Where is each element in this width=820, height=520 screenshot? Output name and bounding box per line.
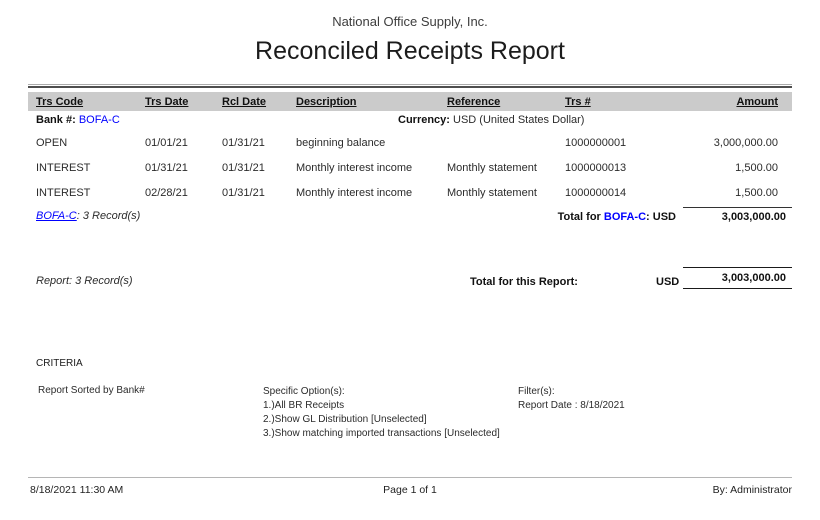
bank-total-amount: 3,003,000.00: [683, 207, 792, 223]
currency-label: Currency:: [398, 114, 450, 126]
trs-number-cell: 1000000013: [565, 162, 627, 174]
trs-date-cell: 01/31/21: [145, 162, 188, 174]
total-for-text: Total for: [557, 211, 604, 223]
specific-option-item: 1.)All BR Receipts: [263, 400, 345, 411]
trs-code-cell: OPEN: [36, 137, 68, 149]
column-header-trs-date: Trs Date: [145, 95, 189, 108]
criteria-filters: [518, 385, 625, 413]
rcl-date-cell: 01/31/21: [222, 162, 265, 174]
footer-divider: [28, 477, 792, 478]
description-cell: Monthly interest income: [296, 162, 413, 174]
header-divider: [28, 84, 792, 88]
footer-datetime: 8/18/2021 11:30 AM: [30, 484, 124, 496]
column-header-description: Description: [296, 95, 357, 108]
report-total-amount: 3,003,000.00: [683, 267, 792, 289]
record-count-text: : 3 Record(s): [76, 210, 141, 222]
table-row: [28, 162, 792, 174]
footer-generated-by: By: Administrator: [712, 484, 792, 496]
trs-code-cell: INTEREST: [36, 162, 91, 174]
amount-cell: 1,500.00: [735, 187, 778, 199]
trs-number-cell: 1000000001: [565, 137, 627, 149]
reference-cell: [439, 137, 557, 149]
specific-option-item: 2.)Show GL Distribution [Unselected]: [263, 414, 427, 425]
amount-cell: 1,500.00: [735, 162, 778, 174]
filter-item: Report Date : 8/18/2021: [518, 400, 625, 411]
criteria-heading: CRITERIA: [36, 358, 83, 369]
report-title: Reconciled Receipts Report: [255, 37, 565, 65]
bank-total-label: [400, 211, 676, 223]
bank-label: Bank #:: [36, 114, 76, 126]
trs-date-cell: 01/01/21: [145, 137, 188, 149]
report-total-currency: USD: [656, 276, 680, 288]
trs-number-cell: 1000000014: [565, 187, 627, 199]
company-name: National Office Supply, Inc.: [332, 14, 488, 29]
trs-code-cell: INTEREST: [36, 187, 91, 199]
column-header-rcl-date: Rcl Date: [222, 95, 267, 108]
report-record-count: Report: 3 Record(s): [36, 275, 133, 287]
criteria-specific-options: [263, 385, 508, 441]
filters-title: Filter(s):: [518, 386, 555, 397]
bank-code-link[interactable]: BOFA-C: [78, 114, 120, 126]
table-header-row: [28, 92, 792, 111]
description-cell: Monthly interest income: [296, 187, 413, 199]
column-header-trs-number: Trs #: [565, 95, 591, 108]
table-row: [28, 187, 792, 199]
total-currency-suffix: : USD: [646, 211, 676, 223]
description-cell: beginning balance: [296, 137, 386, 149]
bank-code-link[interactable]: BOFA-C: [36, 210, 77, 222]
rcl-date-cell: 01/31/21: [222, 137, 265, 149]
bank-code-link[interactable]: BOFA-C: [603, 211, 647, 223]
criteria-sort-order: Report Sorted by Bank#: [38, 385, 145, 396]
column-header-reference: Reference: [447, 95, 501, 108]
trs-date-cell: 02/28/21: [145, 187, 188, 199]
currency-info: [398, 114, 584, 126]
currency-value: USD (United States Dollar): [453, 114, 585, 126]
reference-cell: Monthly statement: [447, 162, 537, 174]
table-row: [28, 137, 792, 149]
bank-record-count: [36, 210, 140, 222]
report-total-label: Total for this Report:: [470, 276, 578, 288]
rcl-date-cell: 01/31/21: [222, 187, 265, 199]
footer-page-number: Page 1 of 1: [383, 484, 437, 496]
specific-options-title: Specific Option(s):: [263, 386, 345, 397]
bank-group-header: [36, 114, 120, 126]
column-header-amount: Amount: [736, 95, 778, 108]
reference-cell: Monthly statement: [447, 187, 537, 199]
amount-cell: 3,000,000.00: [713, 137, 778, 149]
column-header-trs-code: Trs Code: [36, 95, 84, 108]
specific-option-item: 3.)Show matching imported transactions [Unselected]: [263, 428, 500, 439]
